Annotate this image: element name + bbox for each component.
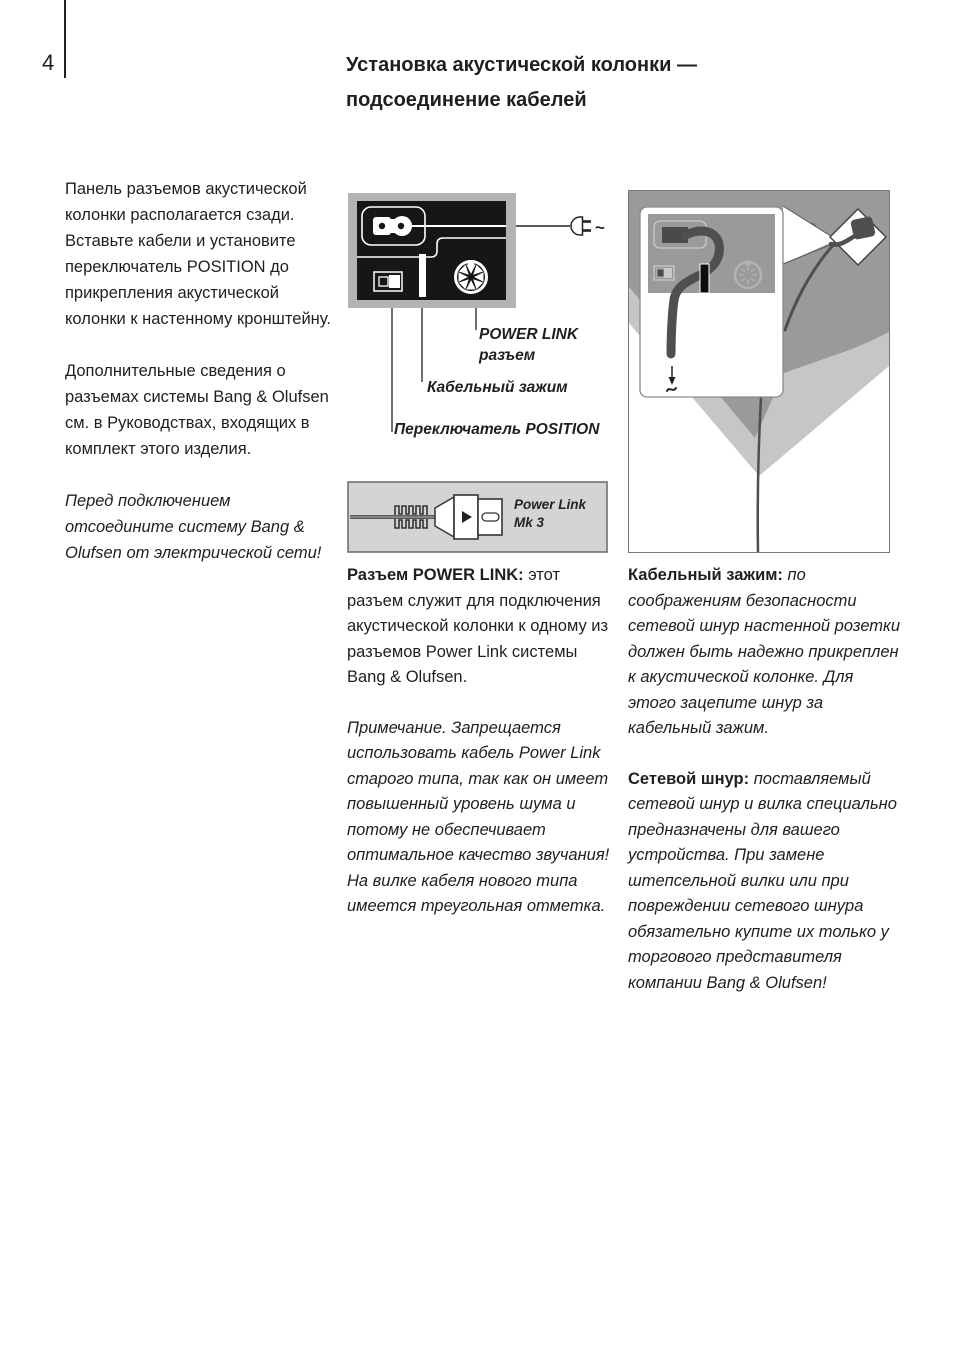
power-link-label-line2: разъем [479,347,536,364]
page-number: 4 [42,50,55,75]
mains-cord-paragraph [628,767,904,997]
speaker-rear-figure [628,190,890,553]
power-link-cable-figure [347,481,608,553]
clamp-inset-callout [640,207,783,397]
label-leader-lines [392,308,476,432]
mains-cord-heading: Сетевой шнур: [628,769,750,788]
power-link-section [347,563,619,945]
intro-warning: Перед подключением отсоедините систему Bang & Olufsen от электрической сети! [65,492,322,562]
cable-clamp-label: Кабельный зажим [427,379,568,396]
panel-frame [348,193,516,308]
mains-cord-body: поставляемый сетевой шнур и вилка специально предназначены для вашего устройства. При замене штепсельной вилки или при повреждении сетевого шнура обязательно купите их только у торгового представителя компании Bang & Olufsen! [628,769,897,992]
power-link-paragraph [347,563,619,691]
inset-cable-clamp-icon [700,264,709,293]
cable-box-label-line2: Mk 3 [514,515,545,530]
cable-box-label-line1: Power Link [514,497,587,512]
power-link-label-line1: POWER LINK [479,326,579,343]
power-link-note: Примечание. Запрещается использовать кабель Power Link старого типа, так как он имеет повышенный уровень шума и потому не обеспечивает оптимальное качество звучания! На вилке кабеля нового типа имеется треугольная отметка. [347,718,610,915]
power-link-heading: Разъем POWER LINK: [347,566,524,584]
cable-clamp-heading: Кабельный зажим: [628,566,783,584]
mains-plug-icon [571,217,605,237]
page-title-line1: Установка акустической колонки — [346,54,697,76]
intro-paragraph-1: Панель разъемов акустической колонки располагается сзади. Вставьте кабели и установите переключатель POSITION до прикрепления акустической колонки к настенному кронштейну. [65,180,331,328]
intro-column [65,176,331,592]
position-switch-label: Переключатель POSITION [394,421,600,438]
page-title-line2: подсоединение кабелей [346,89,587,111]
cable-clamp-icon [419,254,426,297]
cable-clamp-section [628,563,904,1021]
cable-clamp-body: по соображениям безопасности сетевой шнур настенной розетки должен быть надежно прикреплен к акустической колонке. Для этого зацепите шнур за кабельный зажим. [628,566,901,737]
connection-panel-figure [345,190,620,445]
page-title [346,48,697,118]
power-link-body: этот разъем служит для подключения акустической колонки к одному из разъемов Power Link системы Bang & Olufsen. [347,566,609,686]
power-link-connector-label [479,324,578,366]
margin-rule [64,0,66,78]
mains-tilde-symbol: ~ [595,218,605,237]
intro-paragraph-2: Дополнительные сведения о разъемах системы Bang & Olufsen см. в Руководствах, входящих в комплект этого изделия. [65,362,329,458]
cable-clamp-paragraph [628,563,904,742]
